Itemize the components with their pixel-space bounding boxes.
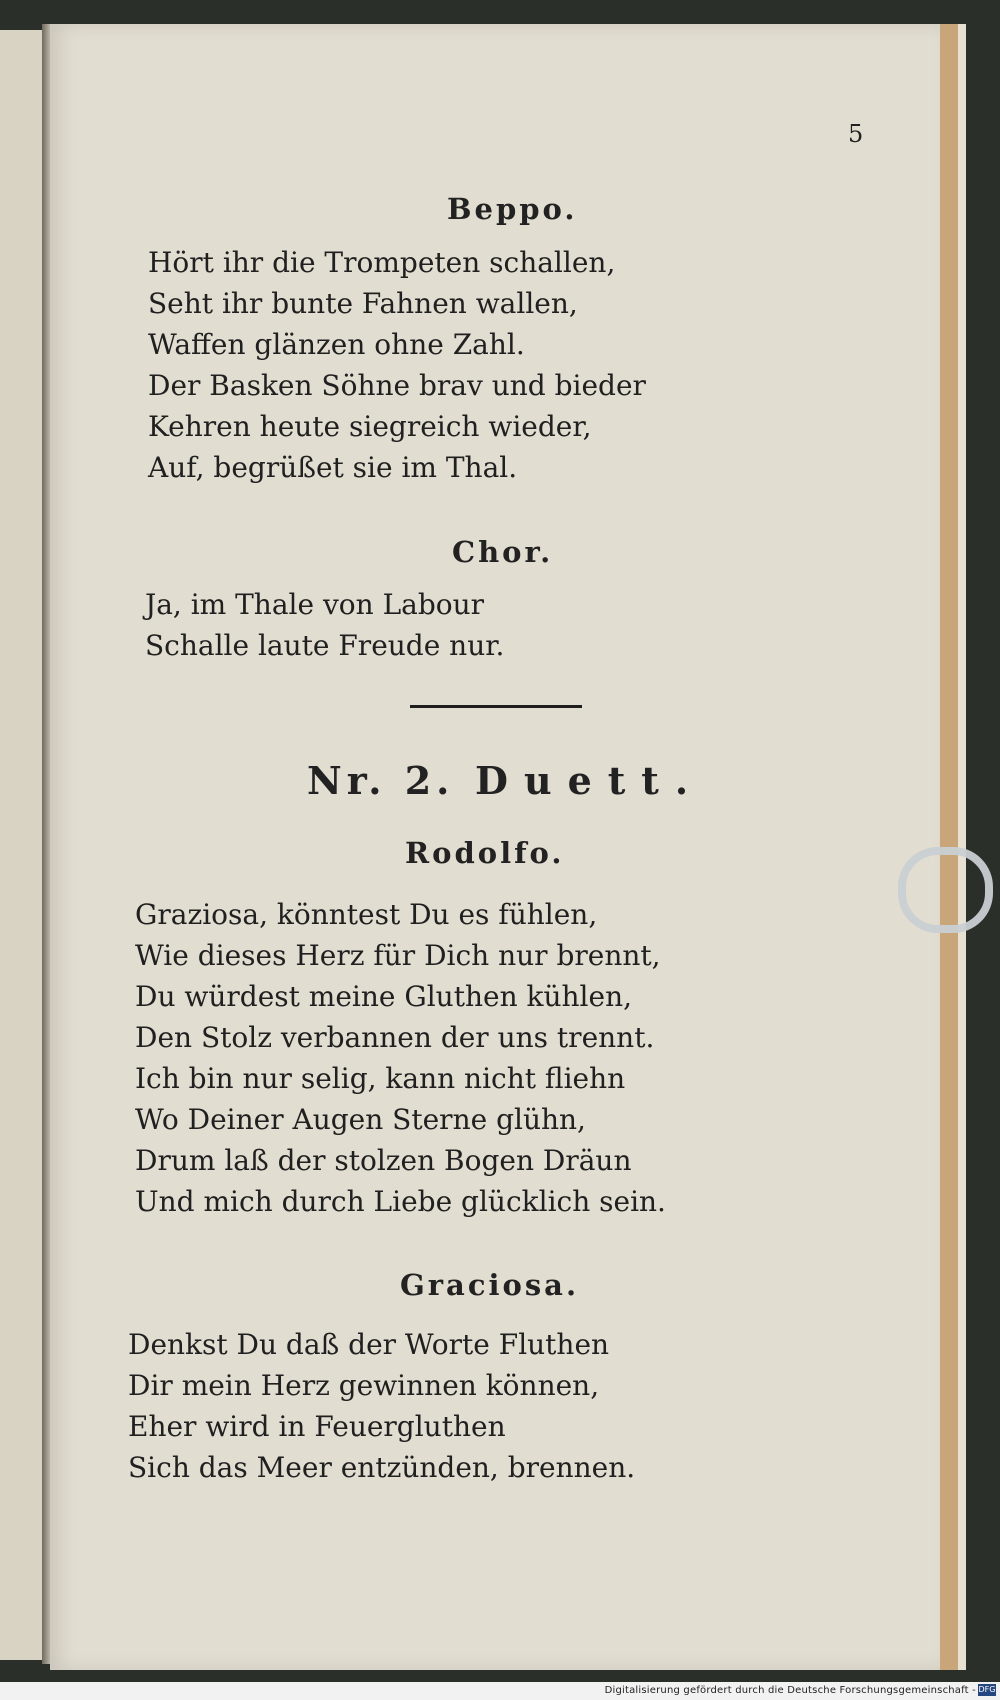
verse-line: Auf, begrüßet sie im Thal. (148, 451, 518, 484)
section-divider (410, 705, 582, 708)
verse-line: Der Basken Söhne brav und bieder (148, 369, 646, 402)
verse-line: Kehren heute siegreich wieder, (148, 410, 592, 443)
verse-line: Wo Deiner Augen Sterne glühn, (135, 1103, 586, 1136)
verse-line: Wie dieses Herz für Dich nur brennt, (135, 939, 661, 972)
paper-clip (898, 847, 993, 933)
verse-line: Du würdest meine Gluthen kühlen, (135, 980, 632, 1013)
verse-line: Sich das Meer entzünden, brennen. (128, 1451, 636, 1484)
verse-line: Eher wird in Feuergluthen (128, 1410, 506, 1443)
verse-line: Hört ihr die Trompeten schallen, (148, 246, 616, 279)
verse-rodolfo (135, 894, 666, 1222)
dfg-logo: DFG (978, 1685, 996, 1694)
verse-line: Dir mein Herz gewinnen können, (128, 1369, 600, 1402)
page-number: 5 (848, 120, 864, 148)
verse-line: Den Stolz verbannen der uns trennt. (135, 1021, 655, 1054)
speaker-chor: Chor. (452, 535, 554, 569)
verse-line: Drum laß der stolzen Bogen Dräun (135, 1144, 632, 1177)
verse-line: Waffen glänzen ohne Zahl. (148, 328, 525, 361)
section-title: Duett. (475, 758, 705, 803)
verse-line: Schalle laute Freude nur. (145, 629, 505, 662)
verse-line: Graziosa, könntest Du es fühlen, (135, 898, 598, 931)
speaker-rodolfo: Rodolfo. (405, 836, 565, 870)
speaker-graciosa: Graciosa. (400, 1268, 580, 1302)
verse-beppo (148, 242, 646, 488)
section-number: Nr. 2. (307, 758, 455, 803)
verse-chor (145, 584, 504, 666)
verse-graciosa (128, 1324, 635, 1488)
verse-line: Denkst Du daß der Worte Fluthen (128, 1328, 610, 1361)
speaker-beppo: Beppo. (447, 192, 578, 226)
left-page-edge (0, 30, 44, 1660)
digitization-credit: Digitalisierung gefördert durch die Deutsche Forschungsgemeinschaft - (604, 1685, 976, 1696)
verse-line: Ich bin nur selig, kann nicht fliehn (135, 1062, 626, 1095)
verse-line: Seht ihr bunte Fahnen wallen, (148, 287, 578, 320)
verse-line: Und mich durch Liebe glücklich sein. (135, 1185, 666, 1218)
verse-line: Ja, im Thale von Labour (145, 588, 485, 621)
